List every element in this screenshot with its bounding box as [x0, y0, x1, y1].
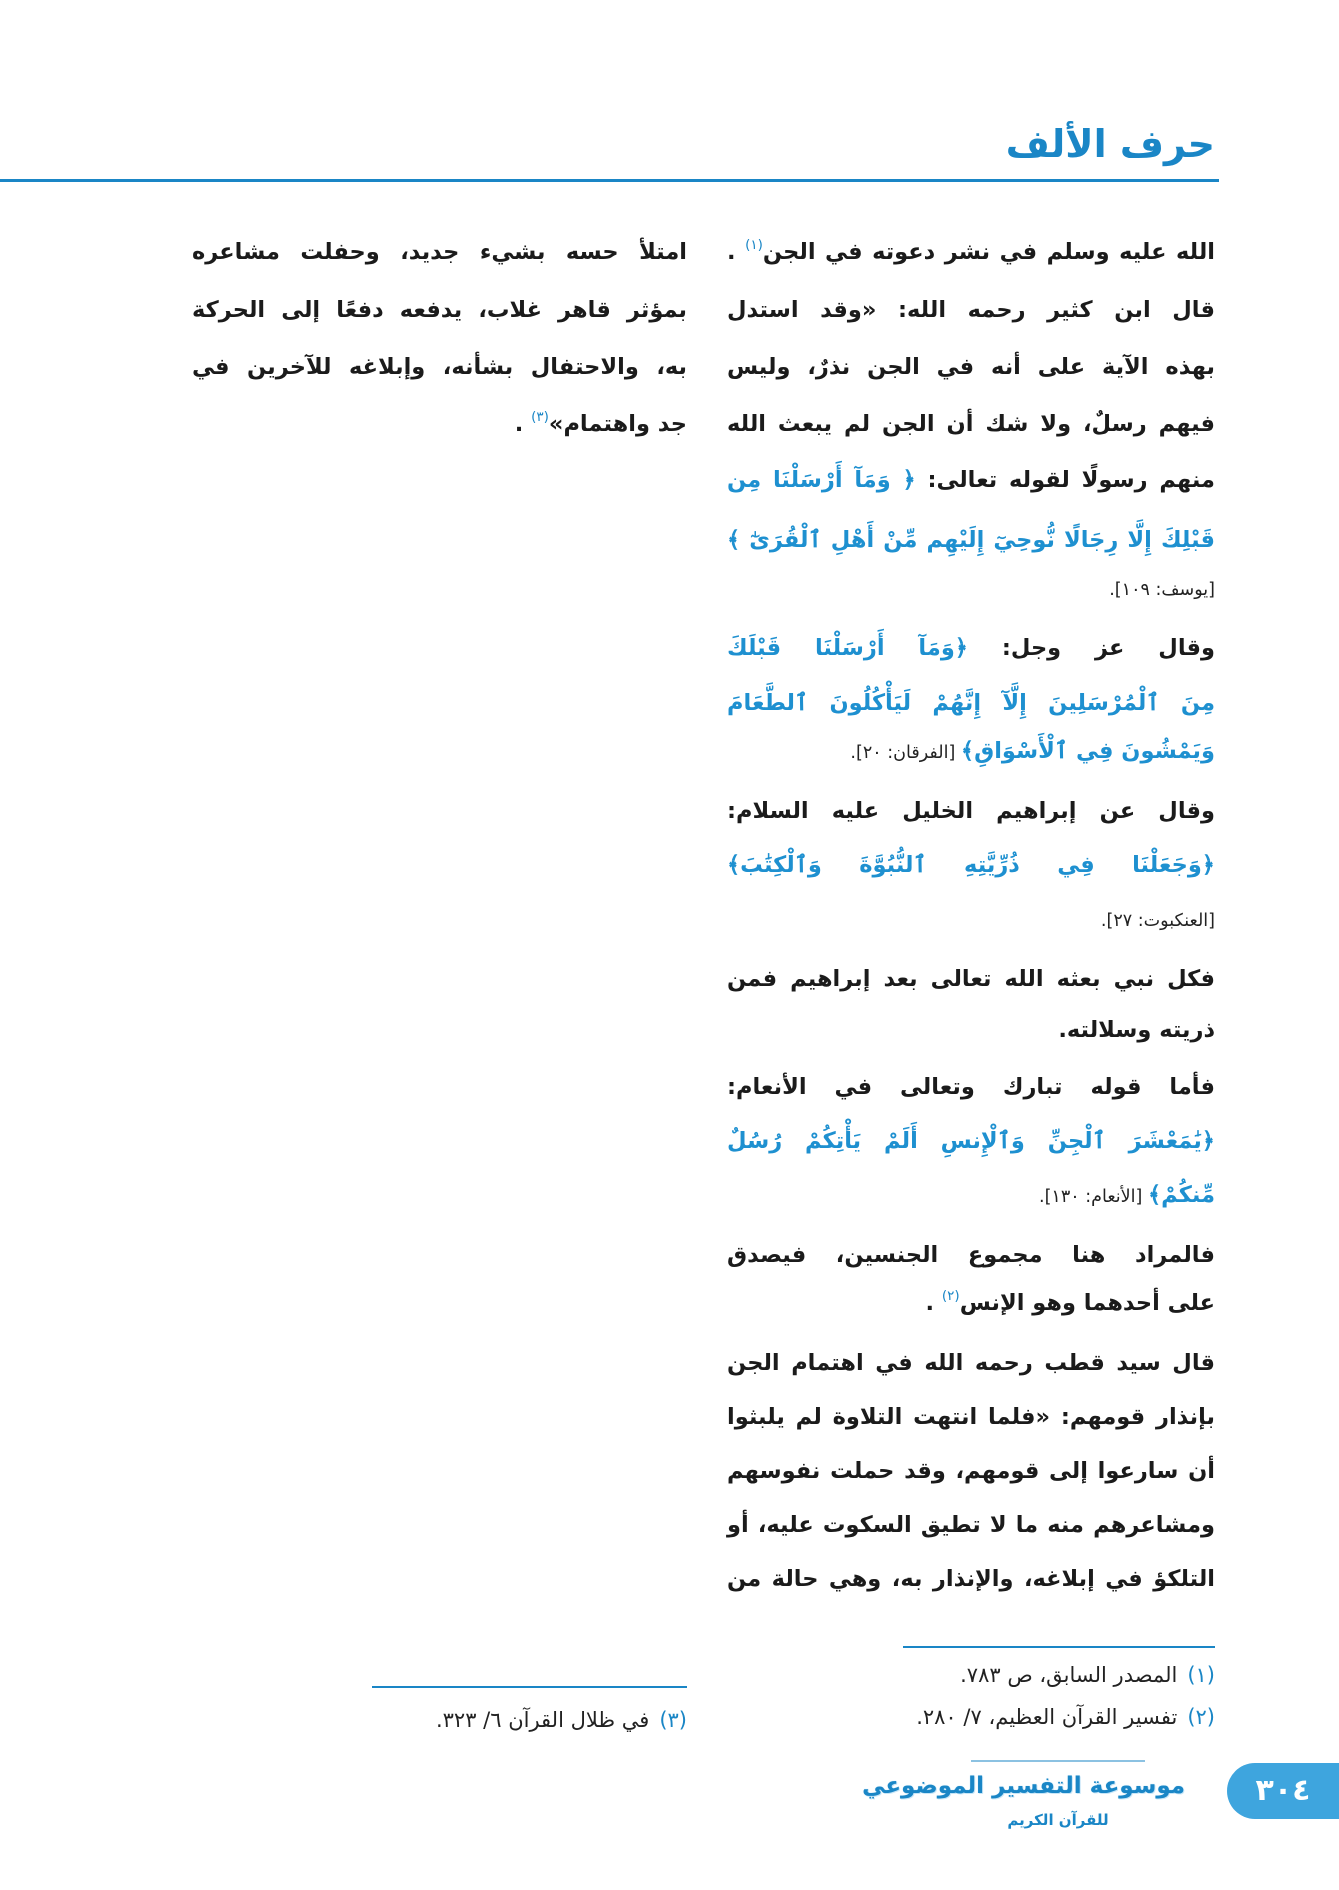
quran-verse: مِنَ ٱلْمُرْسَلِينَ إِلَّآ إِنَّهُمْ لَيَأْكُلُونَ ٱلطَّعَامَ	[727, 690, 1215, 716]
body-line	[727, 282, 1215, 338]
quran-verse: ﴿يَٰمَعْشَرَ ٱلْجِنِّ وَٱلْإِنسِ أَلَمْ يَأْتِكُمْ رُسُلٌ	[727, 1128, 1215, 1154]
body-line	[727, 339, 1215, 395]
page-number-tab	[1227, 1763, 1339, 1819]
body-line	[727, 396, 1215, 452]
body-text: .	[925, 1290, 942, 1316]
chapter-title: حرف الألف	[1005, 122, 1215, 166]
verse-reference: [الفرقان: ٢٠].	[850, 743, 961, 763]
body-line	[192, 396, 687, 452]
body-text: بمؤثر قاهر غلاب، يدفعه دفعًا إلى الحركة	[192, 297, 687, 323]
body-line	[727, 1335, 1215, 1391]
body-text: وقال عن إبراهيم الخليل عليه السلام:	[727, 798, 1215, 824]
body-line	[727, 620, 1215, 676]
footnote	[960, 1659, 1215, 1691]
body-text: قال سيد قطب رحمه الله في اهتمام الجن	[727, 1350, 1215, 1376]
body-text: قال ابن كثير رحمه الله: «وقد استدل	[727, 297, 1215, 323]
body-line	[727, 560, 1215, 616]
body-line	[192, 224, 687, 280]
body-text: فالمراد هنا مجموع الجنسين، فيصدق	[727, 1242, 1215, 1268]
body-text: فيهم رسلٌ، ولا شك أن الجن لم يبعث الله	[727, 411, 1215, 437]
body-text: على أحدهما وهو الإنس	[959, 1290, 1215, 1316]
logo-title: موسوعة التفسير الموضوعي	[862, 1773, 1185, 1799]
body-line	[727, 951, 1215, 1007]
body-line	[727, 723, 1215, 779]
body-text: فأما قوله تبارك وتعالى في الأنعام:	[727, 1074, 1215, 1100]
body-line	[727, 891, 1215, 947]
body-text: بإنذار قومهم: «فلما انتهت التلاوة لم يلبثوا	[727, 1404, 1215, 1430]
body-text: ومشاعرهم منه ما لا تطيق السكوت عليه، أو	[727, 1512, 1215, 1538]
verse-reference: [الأنعام: ١٣٠].	[1039, 1187, 1148, 1207]
left-column	[192, 0, 687, 1640]
verse-reference: [العنكبوت: ٢٧].	[1100, 911, 1215, 931]
body-line	[727, 837, 1215, 893]
body-line	[727, 1497, 1215, 1553]
body-line	[727, 1551, 1215, 1607]
footnote-marker: (٣)	[531, 408, 549, 425]
logo-flourish	[971, 1760, 1145, 1762]
footnote-marker: (٢)	[941, 1287, 960, 1304]
body-line	[727, 1002, 1215, 1058]
footnote-text: المصدر السابق، ص ٧٨٣.	[960, 1663, 1178, 1687]
body-text: امتلأ حسه بشيء جديد، وحفلت مشاعره	[192, 239, 687, 265]
quran-verse: ﴿وَمَآ أَرْسَلْنَا قَبْلَكَ	[727, 635, 968, 661]
body-text: فكل نبي بعثه الله تعالى بعد إبراهيم فمن	[727, 966, 1215, 992]
footnote	[436, 1704, 687, 1736]
body-text: وقال عز وجل:	[967, 635, 1215, 661]
body-text: ذريته وسلالته.	[1058, 1017, 1215, 1043]
body-line	[727, 1275, 1215, 1331]
quran-verse: مِّنكُمْ﴾	[1147, 1182, 1215, 1208]
body-line	[727, 783, 1215, 839]
body-text: جد واهتمام»	[548, 411, 687, 437]
body-text: .	[514, 411, 532, 437]
quran-verse: ﴿ وَمَآ أَرْسَلْنَا مِن	[727, 467, 916, 493]
logo-subtitle: للقرآن الكريم	[1007, 1811, 1109, 1829]
body-text: التلكؤ في إبلاغه، والإنذار به، وهي حالة من	[727, 1566, 1215, 1592]
body-text: بهذه الآية على أنه في الجن نذرٌ، وليس	[727, 354, 1215, 380]
body-text: منهم رسولًا لقوله تعالى:	[915, 467, 1215, 493]
body-line	[727, 1443, 1215, 1499]
footnote-number: (١)	[1187, 1663, 1215, 1687]
footnote-number: (٣)	[659, 1708, 687, 1732]
right-column	[727, 0, 1215, 1640]
footnote-separator	[372, 1686, 687, 1688]
body-line	[727, 452, 1215, 508]
footnote-text: في ظلال القرآن ٦/ ٣٢٣.	[435, 1708, 650, 1732]
body-line	[192, 282, 687, 338]
quran-verse: وَيَمْشُونَ فِي ٱلْأَسْوَاقِ﴾	[960, 738, 1215, 764]
footnote-number: (٢)	[1187, 1705, 1215, 1729]
body-line	[727, 1059, 1215, 1115]
quran-verse: قَبْلِكَ إِلَّا رِجَالًا نُّوحِيٓ إِلَيْهِم مِّنْ أَهْلِ ٱلْقُرَىٰٓ ﴾	[727, 527, 1215, 553]
footnote-marker: (١)	[745, 236, 763, 253]
body-line	[192, 339, 687, 395]
body-text: به، والاحتفال بشأنه، وإبلاغه للآخرين في	[192, 354, 687, 380]
body-text: أن سارعوا إلى قومهم، وقد حملت نفوسهم	[727, 1458, 1215, 1484]
body-line	[727, 224, 1215, 280]
body-text: .	[727, 239, 746, 265]
page-number: ٣٠٤	[1255, 1773, 1311, 1808]
body-line	[727, 1113, 1215, 1169]
footnote	[916, 1701, 1215, 1733]
quran-verse: ﴿وَجَعَلْنَا فِي ذُرِّيَّتِهِ ٱلنُّبُوَّةَ وَٱلْكِتَٰبَ﴾	[727, 852, 1215, 878]
body-line	[727, 1389, 1215, 1445]
footnote-separator	[903, 1646, 1215, 1648]
series-logo	[862, 1752, 1185, 1848]
body-text: الله عليه وسلم في نشر دعوته في الجن	[762, 239, 1215, 265]
footnote-text: تفسير القرآن العظيم، ٧/ ٢٨٠.	[916, 1705, 1178, 1729]
body-line	[727, 1167, 1215, 1223]
verse-reference: [يوسف: ١٠٩].	[1109, 580, 1215, 600]
